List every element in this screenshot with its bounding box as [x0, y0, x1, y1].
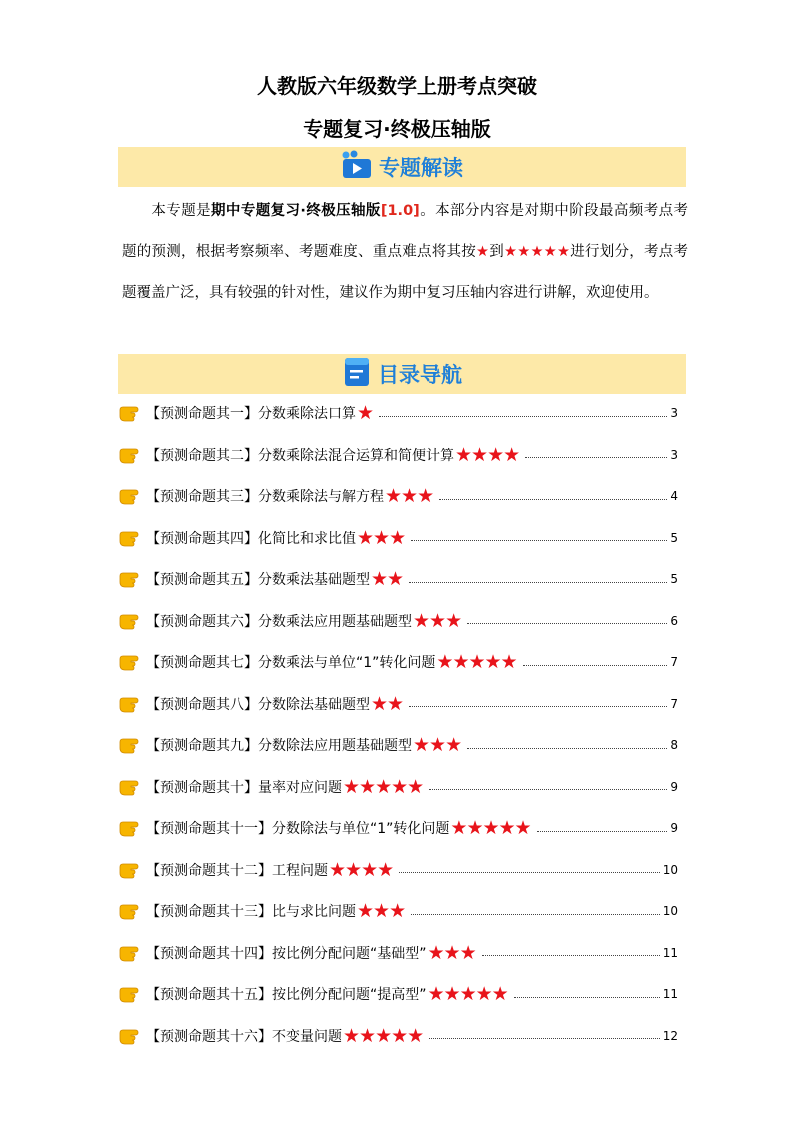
toc-item-title: 【预测命题其八】分数除法基础题型 — [146, 696, 370, 713]
pointing-hand-icon — [118, 402, 146, 424]
toc-item-stars: ★★★★ — [329, 858, 394, 881]
toc-item-title: 【预测命题其七】分数乘法与单位“1”转化问题 — [146, 655, 436, 671]
toc-leader-dots — [429, 789, 667, 790]
toc-item-title: 【预测命题其十】量率对应问题 — [146, 779, 342, 796]
toc-item-title: 【预测命题其一】分数乘除法口算 — [146, 406, 356, 422]
toc-item-page: 7 — [670, 696, 678, 711]
toc-item-page: 6 — [670, 613, 678, 628]
toc-item-page: 3 — [670, 406, 678, 420]
toc-item[interactable] — [118, 649, 678, 675]
document-icon — [342, 356, 372, 392]
toc-item-stars: ★★★ — [385, 485, 434, 507]
toc-item-page: 5 — [670, 572, 678, 586]
pointing-hand-icon — [118, 485, 146, 507]
intro-text-1: 本专题是 — [151, 203, 212, 219]
pointing-hand-icon — [118, 734, 146, 756]
toc-leader-dots — [411, 914, 660, 915]
toc-item-page: 9 — [670, 779, 678, 794]
toc-item-stars: ★★★ — [413, 734, 462, 756]
intro-text-2: 。本部分内容是对期中阶段最高频考点考题的预测，根据考察频率、考题难度、重点难点将其按 — [122, 203, 689, 260]
toc-item-page: 9 — [670, 821, 678, 835]
toc-item[interactable] — [118, 525, 678, 551]
toc-item-title: 【预测命题其六】分数乘法应用题基础题型 — [146, 613, 412, 630]
toc-item-page: 3 — [670, 447, 678, 462]
toc-item-stars: ★★★ — [413, 609, 462, 632]
toc-item[interactable] — [118, 608, 678, 634]
toc-item-page: 12 — [662, 1028, 678, 1043]
toc-item-title: 【预测命题其十二】工程问题 — [146, 862, 328, 879]
pointing-hand-icon — [118, 983, 146, 1005]
pointing-hand-icon — [118, 651, 146, 673]
toc-item-page: 11 — [662, 945, 678, 960]
toc-leader-dots — [467, 623, 667, 624]
toc-leader-dots — [411, 540, 667, 541]
toc-item[interactable] — [118, 774, 678, 800]
toc-leader-dots — [439, 499, 667, 500]
pointing-hand-icon — [118, 942, 146, 964]
toc-item-stars: ★★★★★ — [436, 651, 517, 673]
toc-item-title: 【预测命题其十六】不变量问题 — [146, 1028, 342, 1045]
toc-item[interactable] — [118, 857, 678, 883]
toc-item-title: 【预测命题其十五】按比例分配问题“提高型” — [146, 987, 427, 1003]
intro-edition-name: 期中专题复习·终极压轴版 — [211, 203, 381, 219]
toc-leader-dots — [467, 748, 667, 749]
toc-item-title: 【预测命题其四】化简比和求比值 — [146, 530, 356, 547]
section-title-toc: 目录导航 — [378, 363, 462, 387]
toc-item[interactable] — [118, 566, 678, 592]
toc-item-title: 【预测命题其二】分数乘除法混合运算和简便计算 — [146, 447, 454, 464]
toc-leader-dots — [482, 955, 660, 956]
toc-item[interactable] — [118, 1023, 678, 1049]
toc-item-stars: ★★★★★ — [343, 1024, 424, 1047]
section-banner-topic — [118, 147, 686, 187]
toc-item-page: 8 — [670, 738, 678, 752]
toc-item[interactable] — [118, 442, 678, 468]
section-banner-toc — [118, 354, 686, 394]
toc-item-page: 4 — [670, 489, 678, 503]
toc-item-stars: ★★★★★ — [343, 775, 424, 798]
pointing-hand-icon — [118, 776, 146, 798]
toc-item-title: 【预测命题其九】分数除法应用题基础题型 — [146, 738, 412, 754]
toc-item-page: 10 — [662, 904, 678, 918]
pointing-hand-icon — [118, 817, 146, 839]
intro-text-3: 到 — [489, 244, 504, 260]
toc-item-title: 【预测命题其五】分数乘法基础题型 — [146, 572, 370, 588]
toc-item-page: 11 — [662, 987, 678, 1001]
section-title-topic: 专题解读 — [379, 156, 463, 180]
toc-item[interactable] — [118, 691, 678, 717]
toc-item-stars: ★★★ — [357, 526, 406, 549]
toc-item-stars: ★★ — [371, 692, 404, 715]
toc-item[interactable] — [118, 981, 678, 1007]
toc-leader-dots — [514, 997, 660, 998]
toc-item-title: 【预测命题其十一】分数除法与单位“1”转化问题 — [146, 821, 450, 837]
pointing-hand-icon — [118, 444, 146, 466]
toc-leader-dots — [399, 872, 660, 873]
toc-leader-dots — [523, 665, 668, 666]
toc-item-page: 10 — [662, 862, 678, 877]
toc-item[interactable] — [118, 400, 678, 426]
document-title: 人教版六年级数学上册考点突破 — [257, 74, 537, 98]
toc-item-page: 7 — [670, 655, 678, 669]
document-subtitle: 专题复习·终极压轴版 — [303, 117, 491, 141]
intro-paragraph — [122, 191, 688, 314]
toc-leader-dots — [379, 416, 667, 417]
pointing-hand-icon — [118, 1025, 146, 1047]
intro-star-high: ★★★★★ — [504, 244, 571, 260]
toc-item-stars: ★★★★ — [455, 443, 520, 466]
toc-leader-dots — [409, 706, 667, 707]
toc-item-page: 5 — [670, 530, 678, 545]
toc-item-title: 【预测命题其十四】按比例分配问题“基础型” — [146, 945, 427, 962]
pointing-hand-icon — [118, 568, 146, 590]
toc-item-stars: ★★★ — [357, 900, 406, 922]
toc-item-stars: ★★★ — [427, 941, 476, 964]
toc-item-stars: ★★★★★ — [450, 817, 531, 839]
intro-text-4: 进行划分，考点考题覆盖广泛，具有较强的针对性，建议作为期中复习压轴内容进行讲解，欢迎使用。 — [122, 244, 688, 301]
pointing-hand-icon — [118, 610, 146, 632]
toc-item-title: 【预测命题其三】分数乘除法与解方程 — [146, 489, 384, 505]
toc-item[interactable] — [118, 483, 678, 509]
video-play-icon — [341, 150, 373, 184]
toc-leader-dots — [525, 457, 667, 458]
toc-item-title: 【预测命题其十三】比与求比问题 — [146, 904, 356, 920]
toc-item-stars: ★★ — [371, 568, 404, 590]
toc-leader-dots — [409, 582, 667, 583]
toc-item[interactable] — [118, 732, 678, 758]
toc-item[interactable] — [118, 815, 678, 841]
intro-version: [1.0] — [380, 203, 420, 219]
intro-star-low: ★ — [476, 244, 490, 260]
toc-item[interactable] — [118, 940, 678, 966]
pointing-hand-icon — [118, 693, 146, 715]
toc-item[interactable] — [118, 898, 678, 924]
toc-leader-dots — [537, 831, 668, 832]
pointing-hand-icon — [118, 900, 146, 922]
pointing-hand-icon — [118, 527, 146, 549]
pointing-hand-icon — [118, 859, 146, 881]
toc-leader-dots — [429, 1038, 660, 1039]
toc-item-stars: ★ — [357, 402, 374, 424]
toc-item-stars: ★★★★★ — [427, 983, 508, 1005]
